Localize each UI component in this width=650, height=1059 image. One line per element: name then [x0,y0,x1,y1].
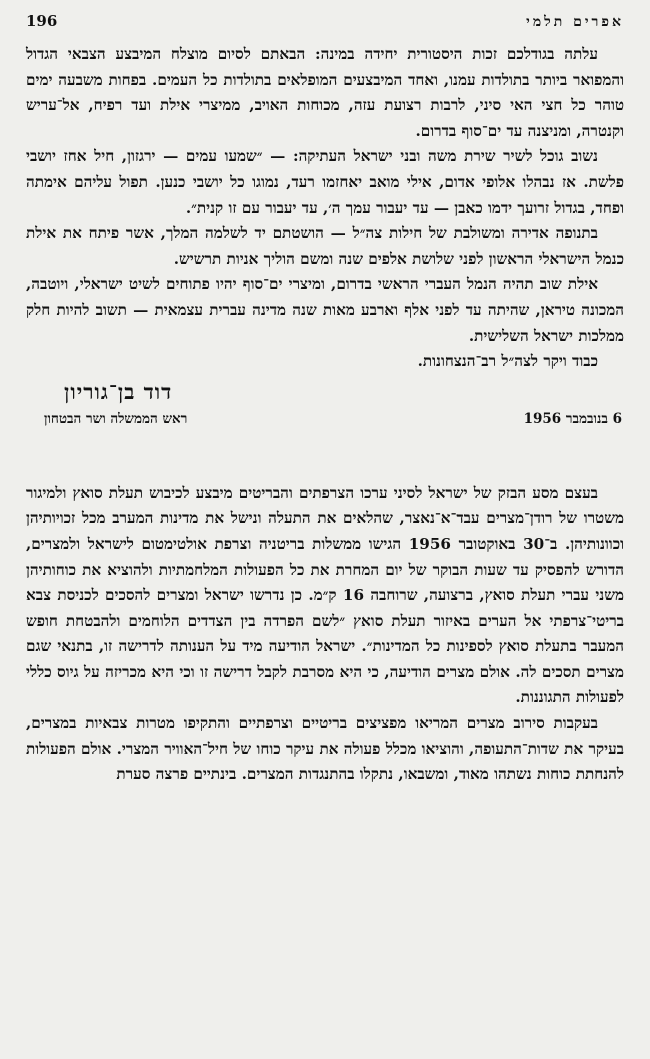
letter-paragraph: עלתה בגודלכם זכות היסטורית יחידה במינה: הבאתם לסיום מוצלח המיבצע הצבאי הגדול והמפואר ביותר בתולדות עמנו, ואחד המיבצעים המופלאים בתולדות כל העמים. בפחות משבעה ימים טוהר כל חצי האי סיני, לרבות רצועת עזה, מכוחות האויב, ממיצרי אילת ועד רפיח, אל־עריש וקנטרה, ומניצנה עד ים־סוף בדרום. [26,45,624,140]
letter-paragraph: אילת שוב תהיה הנמל העברי הראשי בדרום, ומיצרי ים־סוף יהיו פתוחים לשיט ישראלי, ויוטבה, המכונה טיראן, שהיתה עד לפני אלף וארבע מאות שנה מדינה עברית עצמאית — תשוב להיות חלק ממלכות ישראל השלישית. [26,275,624,345]
narrative-body [26,481,624,788]
letter-closing: כבוד ויקר לצה״ל רב־הנצחונות. [417,352,598,371]
narrative-paragraph: בעצם מסע הבזק של ישראל לסיני ערכו הצרפתים והבריטים מיבצע לכיבוש תעלת סואץ ולמיגור משטרו של רודן־מצרים עבד־א־נאצר, שהלאים את התעלה ונישל את מדינות המערב מכל זכויותיהן וכוונותיהן. ב־30 באוקטובר 1956 הגישו ממשלות בריטניה וצרפת אולטימטום לישראל ולמצרים, הדורש להפסיק עד שעות הבוקר של יום המחרת את כל הפעולות המלחמתיות ולהוציא את כוחותיהן משני עברי תעלת סואץ, ברצועה, שרוחבה 16 ק״מ. כן נדרשו ישראל ומצרים להסכים לכניסת צבא בריטי־צרפתי אל הערים באיזור תעלת סואץ ״לשם הפרדה בין הצדדים הלוחמים ולהבטחת חופש המעבר בתעלת סואץ לספינות כל המדינות״. ישראל הודיעה מיד על הענותה לדרישה זו, בתנאי שגם מצרים תסכים לה. אולם מצרים הודיעה, כי היא מסרבת לקבל דרישה זו וכי היא מכריזה על גיוס כללי לפעולות התגוננות. [26,483,625,707]
letter-body [26,42,624,375]
signature-title: ראש הממשלה ושר הבטחון [44,410,188,427]
page-number: 196 [26,12,58,30]
signature-block [26,379,624,437]
signature-name: דוד בן־גוריון [64,378,173,404]
letter-paragraph: נשוב גוכל לשיר שירת משה ובני ישראל העתיקה: — ״שמעו עמים — ירגזון, חיל אחז יושבי פלשת. אז נבהלו אלופי אדום, אילי מואב יאחזמו רעד, נמוגו כל יושבי כנען. תפול עליהם אימתה ופחד, בגדול זרועך ידמו כאבן — עד יעבור עמך ה׳, עד יעבור עם זו קנית״. [26,147,624,217]
signature-date: 6 בנובמבר 1956 [523,410,622,427]
section-gap [26,437,624,481]
running-header [26,12,624,42]
running-header-author: אפרים תלמי [526,14,624,30]
letter-paragraph: בתנופה אדירה ומשולבת של חילות צה״ל — הושטתם יד לשלמה המלך, אשר פיתח את אילת כנמל הישראלי הראשון לפני שלושת אלפים שנה ומשם הוליך אניות תרשיש. [26,224,624,268]
narrative-paragraph: בעקבות סירוב מצרים המריאו מפציצים בריטיים וצרפתיים והתקיפו מטרות צבאיות במצרים, בעיקר את שדות־התעופה, והוציאו מכלל פעולה את עיקר כוחו של חיל־האוויר המצרי. אולם הפעולות להנחתת כוחות נשתהו מאוד, ומשבאו, נתקלו בהתנגדות המצרים. בינתיים פרצה סערת [26,714,624,784]
